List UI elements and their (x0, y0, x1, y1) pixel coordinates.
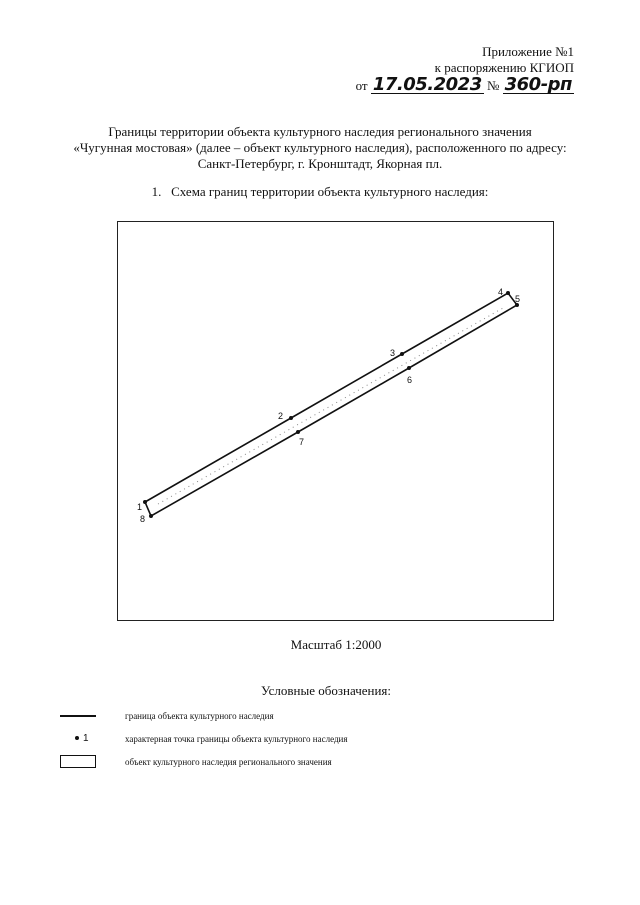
boundary-point-2 (278, 411, 293, 421)
point-label-8: 8 (140, 514, 146, 524)
point-label-3: 3 (390, 348, 396, 358)
legend-point-symbol (75, 733, 95, 744)
legend-text-point: характерная точка границы объекта культурного наследия (125, 734, 348, 744)
title-line3: Санкт-Петербург, г. Кронштадт, Якорная пл. (197, 156, 443, 171)
point-label-7: 7 (299, 437, 305, 447)
point-label-6: 6 (407, 375, 413, 385)
section-heading (0, 184, 640, 200)
legend-item-boundary (60, 711, 620, 725)
map-scale: Масштаб 1:2000 (290, 637, 382, 652)
title-line1: Границы территории объекта культурного наследия регионального значения (108, 124, 532, 139)
point-label-1: 1 (137, 502, 143, 512)
appendix-date: 17.05.2023 (372, 74, 482, 95)
legend-item-object (60, 755, 620, 771)
appendix-date-number-line (356, 76, 574, 94)
section-number: 1. (151, 184, 162, 199)
appendix-block (356, 44, 574, 94)
point-label-2: 2 (278, 411, 284, 421)
legend-text-boundary: граница объекта культурного наследия (125, 711, 274, 721)
boundary-point-1 (137, 500, 147, 512)
boundary-point-8 (140, 514, 153, 524)
legend-title: Условные обозначения: (260, 683, 392, 698)
legend-item-point (60, 734, 620, 748)
legend-point-symbol-label: 1 (83, 733, 89, 744)
point-label-5: 5 (515, 294, 521, 304)
appendix-number: 360-рп (504, 74, 572, 95)
heritage-boundary-polygon (145, 293, 517, 516)
boundary-scheme (118, 222, 555, 622)
map-frame (117, 221, 554, 621)
section-heading-text: Схема границ территории объекта культурного наследия: (171, 184, 489, 199)
boundary-point-6 (407, 366, 412, 385)
title-line2: «Чугунная мостовая» (далее – объект культурного наследия), расположенного по адресу: (73, 140, 567, 155)
appendix-number-prefix: № (486, 78, 500, 93)
point-dot-icon (75, 736, 79, 740)
document-title (40, 124, 600, 172)
appendix-from-prefix: от (355, 78, 368, 93)
appendix-line2: к распоряжению КГИОП (434, 60, 574, 75)
boundary-point-7 (296, 430, 304, 447)
object-hatch (158, 308, 503, 504)
boundary-point-5 (515, 294, 520, 307)
legend-rect-symbol (60, 755, 96, 768)
appendix-line1: Приложение №1 (482, 44, 574, 59)
point-label-4: 4 (498, 287, 504, 297)
legend-text-object: объект культурного наследия регионального значения (125, 757, 332, 767)
legend-line-symbol (60, 715, 96, 717)
